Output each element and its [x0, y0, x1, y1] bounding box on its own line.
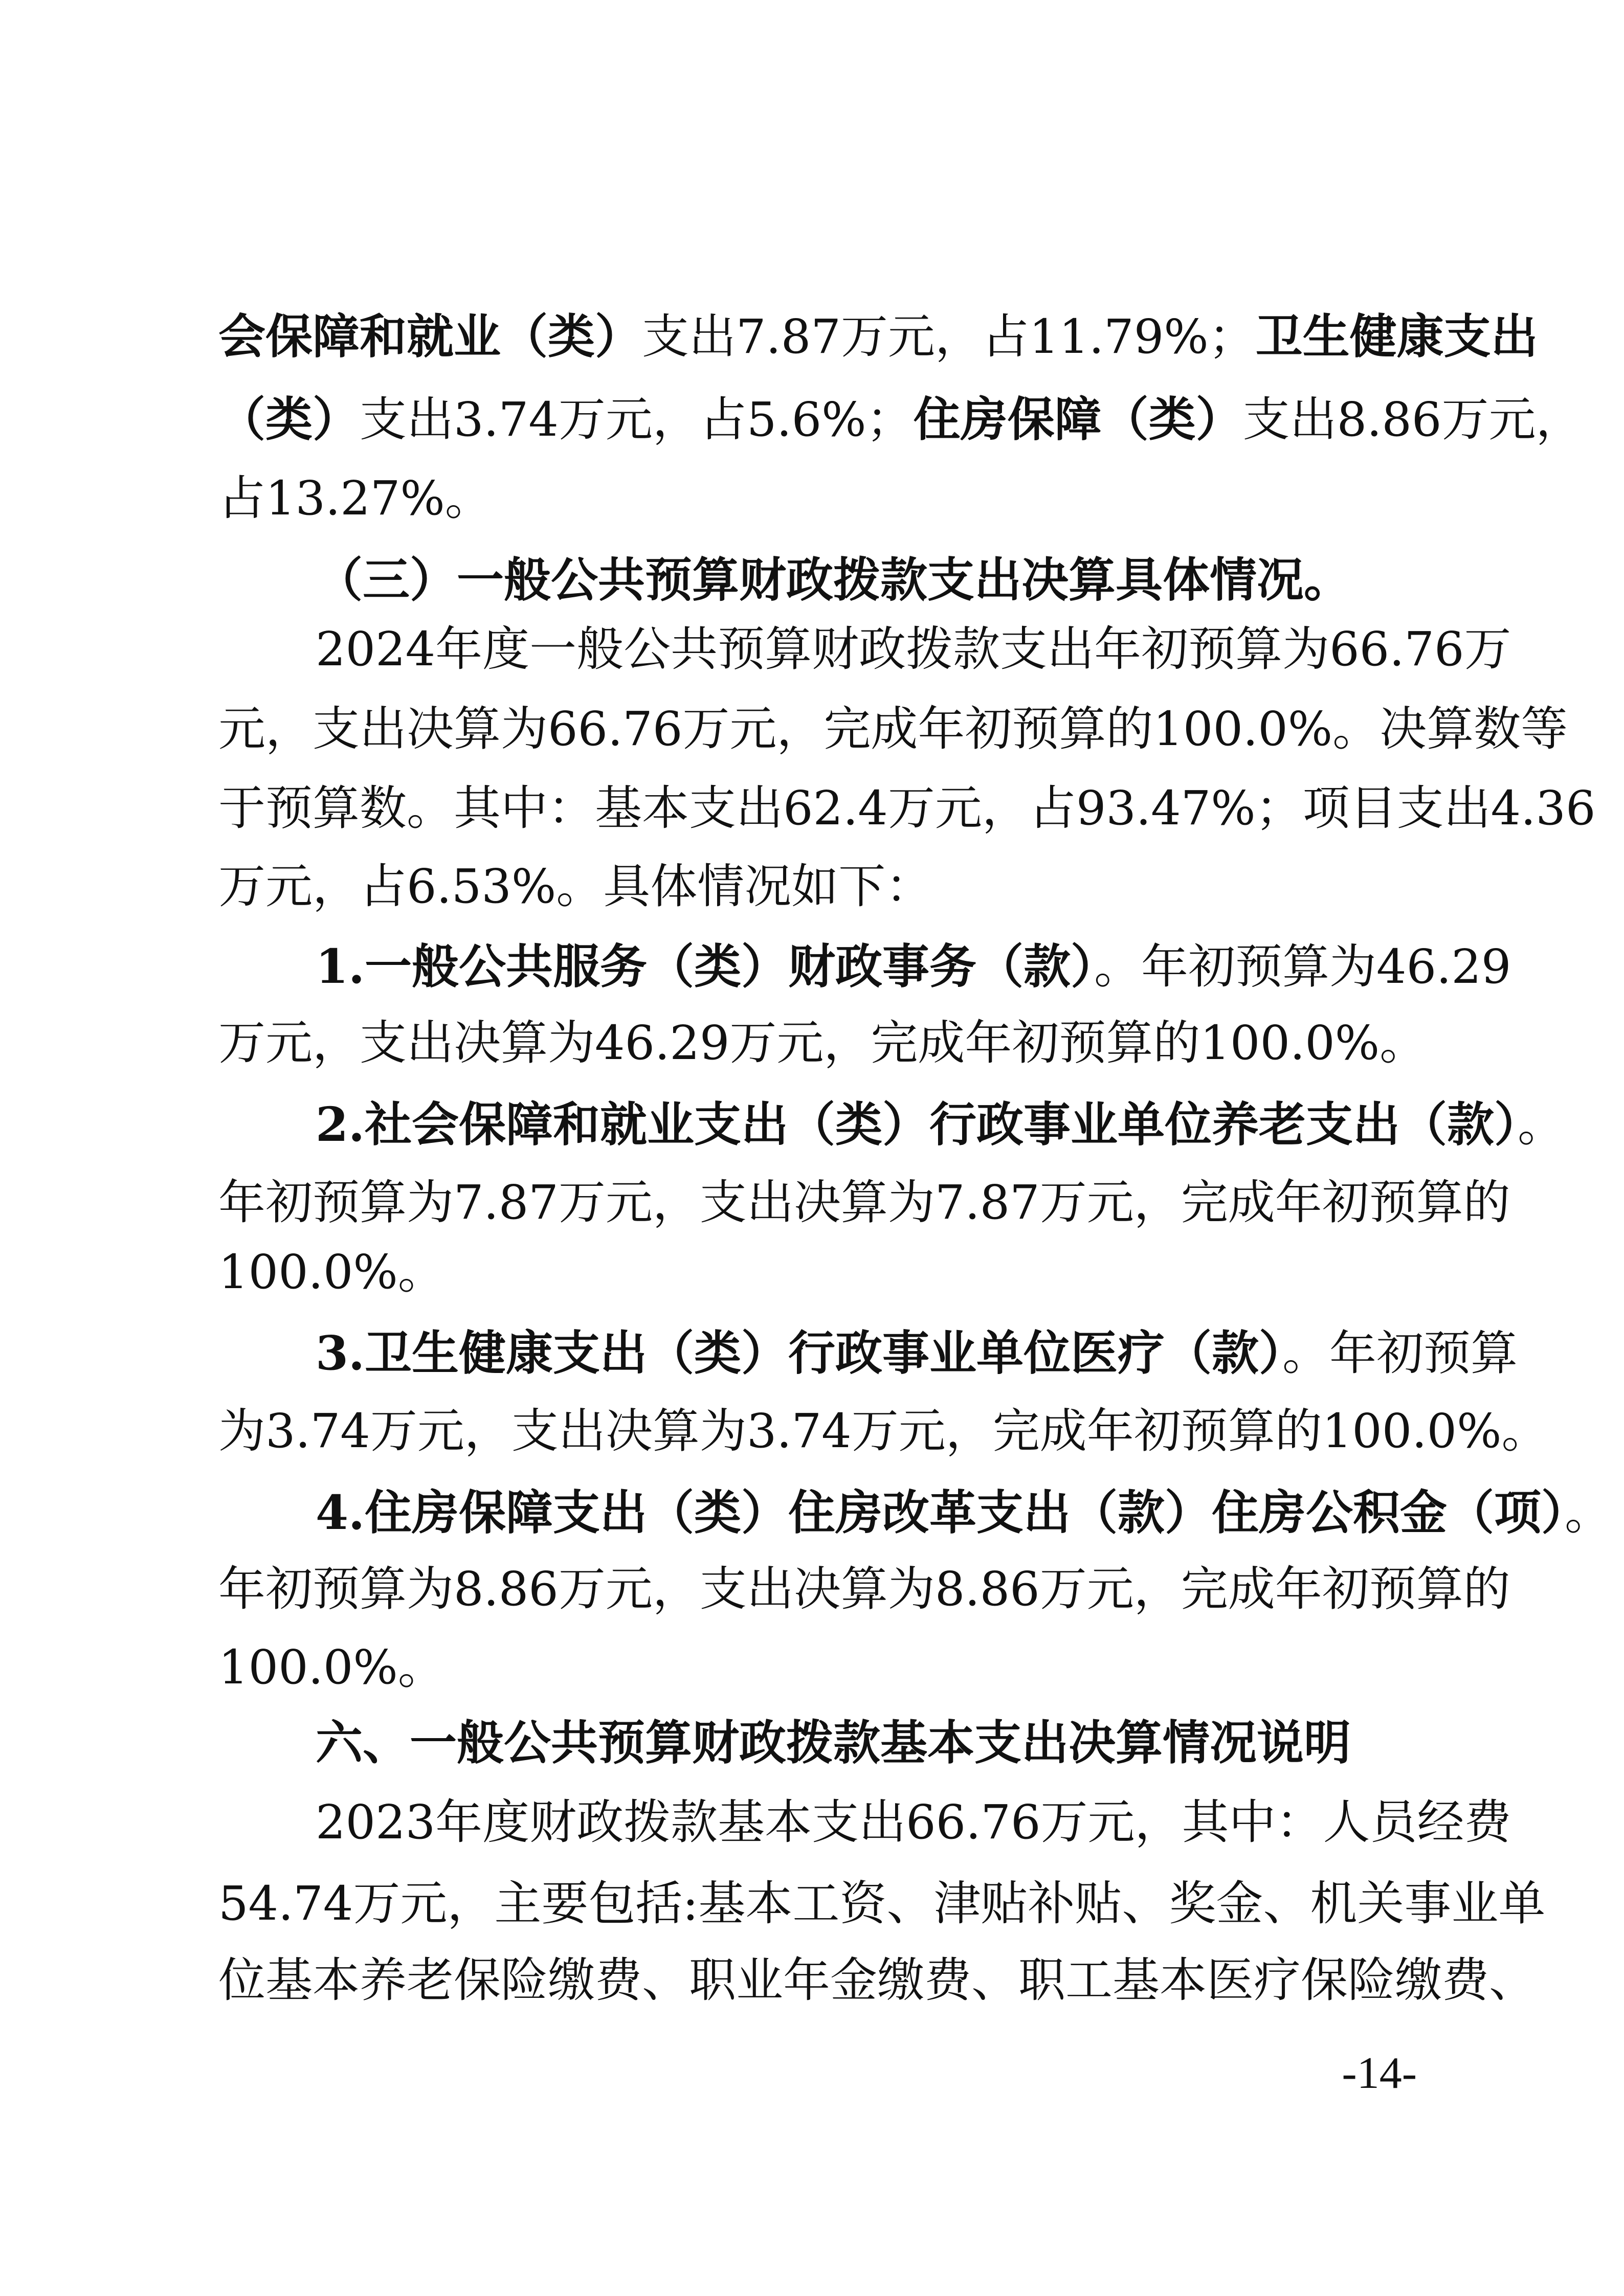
bold-text-segment: 1.一般公共服务（类）财政事务（款）: [316, 939, 1095, 994]
bold-text-segment: （类）: [218, 392, 360, 447]
text-segment: 。: [1518, 1097, 1565, 1152]
text-line: [218, 1242, 1429, 1303]
text-line: [218, 1172, 1510, 1233]
bold-text-segment: （三）一般公共预算财政拨款支出决算具体情况。: [316, 552, 1351, 607]
text-line: [218, 778, 1596, 839]
text-line: [218, 856, 1429, 917]
text-segment: 100.0%。: [218, 1640, 445, 1695]
bold-text-segment: 六、一般公共预算财政拨款基本支出决算情况说明: [316, 1715, 1351, 1770]
text-segment: 占13.27%。: [218, 471, 492, 526]
bold-text-segment: 住房保障（类）: [913, 392, 1243, 447]
text-line: [218, 1559, 1510, 1620]
text-line: [218, 389, 1583, 450]
text-line: [218, 619, 1511, 680]
text-line: [218, 468, 1429, 529]
bold-text-segment: 卫生健康支出: [1255, 309, 1538, 364]
text-segment: 为3.74万元，支出决算为3.74万元，完成年初预算的100.0%。: [218, 1404, 1549, 1458]
text-segment: 万元，占6.53%。具体情况如下：: [218, 859, 933, 914]
text-line: [218, 1792, 1511, 1853]
text-line: [218, 699, 1568, 760]
text-segment: 支出8.86万元，: [1242, 392, 1583, 447]
text-segment: 万元，支出决算为46.29万元，完成年初预算的100.0%。: [218, 1016, 1427, 1070]
page-number: -14-: [1342, 2049, 1417, 2098]
text-line: [218, 1482, 1612, 1543]
text-segment: 于预算数。其中：基本支出62.4万元，占93.47%；项目支出4.36: [218, 781, 1596, 836]
text-segment: 年初预算为8.86万元，支出决算为8.86万元，完成年初预算的: [218, 1562, 1510, 1616]
bold-text-segment: 3.卫生健康支出（类）行政事业单位医疗（款）: [316, 1325, 1283, 1381]
text-line: [218, 1637, 1429, 1698]
bold-text-segment: 2.社会保障和就业支出（类）行政事业单位养老支出（款）: [316, 1097, 1518, 1152]
text-segment: 位基本养老保险缴费、职业年金缴费、职工基本医疗保险缴费、: [218, 1953, 1537, 2008]
text-segment: 支出7.87万元，占11.79%；: [642, 309, 1256, 364]
text-line: [218, 306, 1538, 367]
text-segment: 。: [1565, 1485, 1612, 1540]
text-line: [218, 1950, 1537, 2011]
text-line: [218, 1712, 1429, 1773]
text-segment: 。年初预算为46.29: [1094, 939, 1511, 994]
text-line: [218, 1012, 1429, 1074]
text-line: [218, 549, 1429, 611]
text-line: [218, 1401, 1549, 1462]
text-line: [218, 1873, 1546, 1934]
text-segment: 。年初预算: [1282, 1326, 1518, 1381]
text-segment: 2024年度一般公共预算财政拨款支出年初预算为66.76万: [316, 622, 1511, 677]
bold-text-segment: 会保障和就业（类）: [218, 309, 642, 364]
text-segment: 年初预算为7.87万元，支出决算为7.87万元，完成年初预算的: [218, 1175, 1510, 1230]
text-segment: 100.0%。: [218, 1245, 445, 1299]
text-segment: 2023年度财政拨款基本支出66.76万元，其中：人员经费: [316, 1795, 1511, 1850]
text-segment: 54.74万元，主要包括:基本工资、津贴补贴、奖金、机关事业单: [218, 1876, 1546, 1931]
text-line: [218, 936, 1511, 997]
text-line: [218, 1094, 1565, 1155]
bold-text-segment: 4.住房保障支出（类）住房改革支出（款）住房公积金（项）: [316, 1485, 1565, 1540]
text-segment: 支出3.74万元，占5.6%；: [360, 392, 914, 447]
text-line: [218, 1322, 1518, 1384]
text-segment: 元，支出决算为66.76万元，完成年初预算的100.0%。决算数等: [218, 702, 1568, 756]
